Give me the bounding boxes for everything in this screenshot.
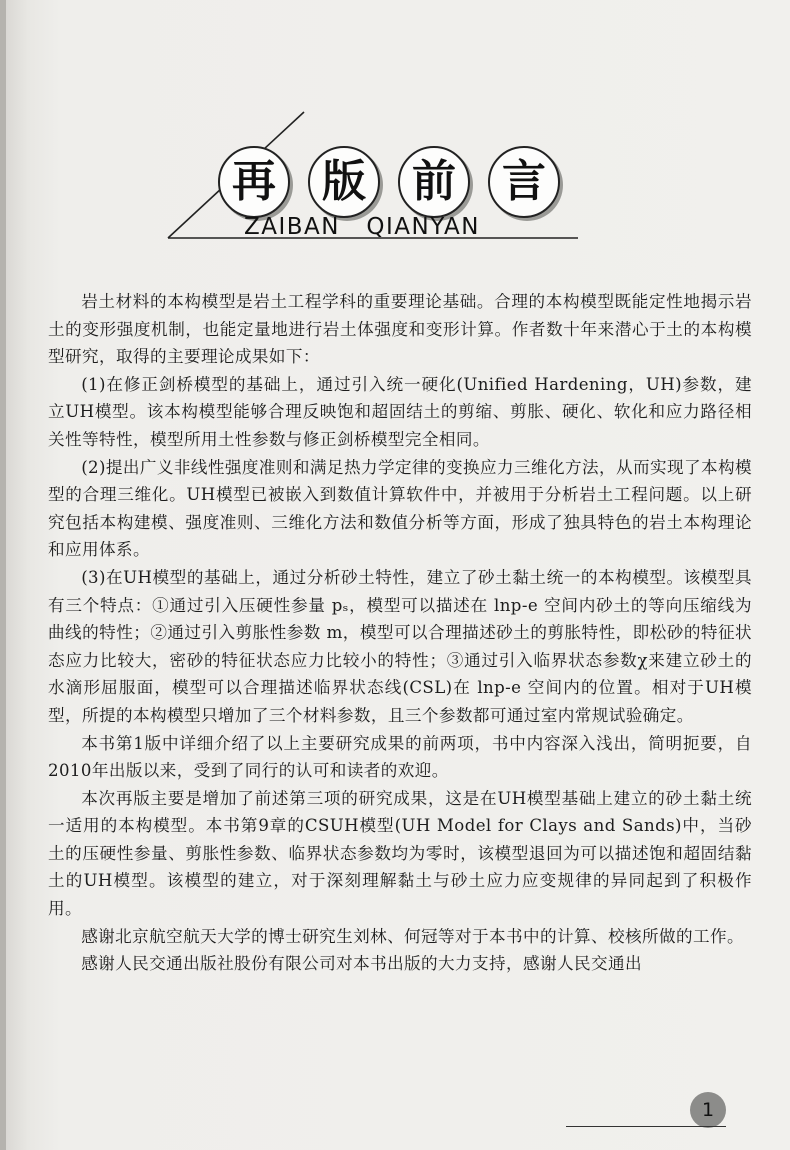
paragraph: (2)提出广义非线性强度准则和满足热力学定律的变换应力三维化方法，从而实现了本构模型的合理三维化。UH模型已被嵌入到数值计算软件中，并被用于分析岩土工程问题。以上研究包括本构建模、强度准则、三维化方法和数值分析等方面，形成了独具特色的岩土本构理论和应用体系。: [48, 457, 752, 560]
page-title: [218, 146, 558, 216]
title-char-3: 前: [398, 146, 470, 218]
preface-body: [48, 288, 752, 978]
paragraph: 感谢北京航空航天大学的博士研究生刘林、何冠等对于本书中的计算、校核所做的工作。: [81, 926, 744, 946]
paragraph: 感谢人民交通出版社股份有限公司对本书出版的大力支持，感谢人民交通出: [81, 954, 642, 974]
paragraph: 本书第1版中详细介绍了以上主要研究成果的前两项，书中内容深入浅出，简明扼要，自2010年出版以来，受到了同行的认可和读者的欢迎。: [48, 733, 752, 781]
paragraph: (1)在修正剑桥模型的基础上，通过引入统一硬化(Unified Hardening，UH)参数，建立UH模型。该本构模型能够合理反映饱和超固结土的剪缩、剪胀、硬化、软化和应力路径相关性等特性，模型所用土性参数与修正剑桥模型完全相同。: [48, 374, 752, 449]
paragraph: 岩土材料的本构模型是岩土工程学科的重要理论基础。合理的本构模型既能定性地揭示岩土的变形强度机制，也能定量地进行岩土体强度和变形计算。作者数十年来潜心于土的本构模型研究，取得的主要理论成果如下：: [48, 292, 752, 367]
title-char-4: 言: [488, 146, 560, 218]
paragraph: (3)在UH模型的基础上，通过分析砂土特性，建立了砂土黏土统一的本构模型。该模型具有三个特点：①通过引入压硬性参量 pₛ，模型可以描述在 lnp-e 空间内砂土的等向压缩线为曲线的特性；②通过引入剪胀性参数 m，模型可以合理描述砂土的剪胀特性，即松砂的特征状态应力比较大，密砂的特征状态应力比较小的特性；③通过引入临界状态参数χ来建立砂土的水滴形屈服面，模型可以合理描述临界状态线(CSL)在 lnp-e 空间内的位置。相对于UH模型，所提的本构模型只增加了三个材料参数，且三个参数都可通过室内常规试验确定。: [48, 567, 752, 725]
paragraph: 本次再版主要是增加了前述第三项的研究成果，这是在UH模型基础上建立的砂土黏土统一适用的本构模型。本书第9章的CSUH模型(UH Model for Clays and Sands)中，当砂土的压硬性参量、剪胀性参数、临界状态参数均为零时，该模型退回为可以描述饱和超固结黏土的UH模型。该模型的建立，对于深刻理解黏土与砂土应力应变规律的异同起到了积极作用。: [48, 788, 752, 919]
page-number: 1: [690, 1092, 726, 1128]
title-pinyin: ZAIBAN QIANYAN: [244, 214, 480, 240]
title-char-1: 再: [218, 146, 290, 218]
title-char-2: 版: [308, 146, 380, 218]
page-number-rule: [566, 1126, 726, 1127]
